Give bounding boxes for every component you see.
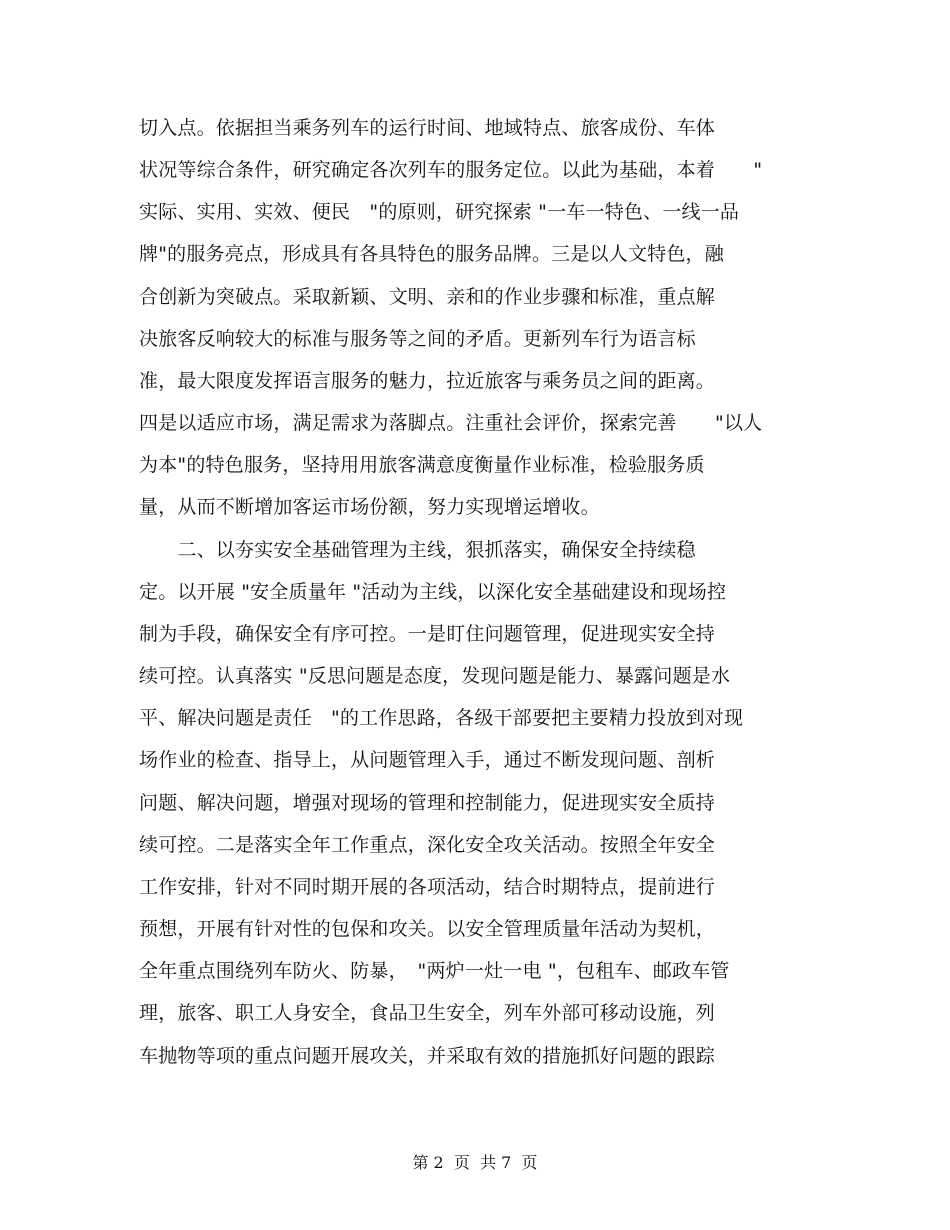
body-text-line: 四是以适应市场，满足需求为落脚点。注重社会评价，探索完善 "以人 [139, 412, 763, 434]
body-text-line: 状况等综合条件，研究确定各次列车的服务定位。以此为基础，本着 " [139, 159, 763, 181]
body-text-line: 决旅客反响较大的标准与服务等之间的矛盾。更新列车行为语言标 [139, 328, 696, 350]
body-text-line: 牌"的服务亮点，形成具有各具特色的服务品牌。三是以人文特色，融 [139, 243, 724, 265]
body-text-line: 实际、实用、实效、便民 "的原则，研究探索 "一车一特色、一线一品 [139, 201, 740, 223]
page-number-footer: 第 2 页 共 7 页 [412, 1153, 538, 1172]
body-text-line: 制为手段，确保安全有序可控。一是盯住问题管理，促进现实安全持 [139, 623, 716, 645]
body-text-line: 为本"的特色服务，坚持用用旅客满意度衡量作业标准，检验服务质 [139, 454, 705, 476]
body-text-line: 预想，开展有针对性的包保和攻关。以安全管理质量年活动为契机， [139, 918, 716, 940]
body-text-line: 理，旅客、职工人身安全，食品卫生安全，列车外部可移动设施，列 [139, 1002, 716, 1024]
body-text-line: 合创新为突破点。采取新颖、文明、亲和的作业步骤和标准，重点解 [139, 286, 716, 308]
body-text-line: 准，最大限度发挥语言服务的魅力，拉近旅客与乘务员之间的距离。 [139, 370, 716, 392]
body-text-line: 场作业的检查、指导上，从问题管理入手，通过不断发现问题、剖析 [139, 749, 716, 771]
body-text-line: 切入点。依据担当乘务列车的运行时间、地域特点、旅客成份、车体 [139, 117, 716, 139]
body-text-line: 平、解决问题是责任 "的工作思路，各级干部要把主要精力投放到对现 [139, 707, 744, 729]
body-text-line: 量，从而不断增加客运市场份额，努力实现增运增收。 [139, 496, 600, 518]
body-text-line: 续可控。认真落实 "反思问题是态度，发现问题是能力、暴露问题是水 [139, 665, 731, 687]
body-text-line: 问题、解决问题，增强对现场的管理和控制能力，促进现实安全质持 [139, 792, 716, 814]
body-text-line: 定。以开展 "安全质量年 "活动为主线，以深化安全基础建设和现场控 [139, 581, 727, 603]
body-text-line: 工作安排，针对不同时期开展的各项活动，结合时期特点，提前进行 [139, 876, 716, 898]
section-heading-line: 二、以夯实安全基础管理为主线，狠抓落实，确保安全持续稳 [139, 539, 696, 561]
body-text-line: 续可控。二是落实全年工作重点，深化安全攻关活动。按照全年安全 [139, 834, 716, 856]
body-text-line: 车抛物等项的重点问题开展攻关，并采取有效的措施抓好问题的跟踪 [139, 1045, 716, 1067]
body-text-line: 全年重点围绕列车防火、防暴， "两炉一灶一电 "，包租车、邮政车管 [139, 960, 730, 982]
